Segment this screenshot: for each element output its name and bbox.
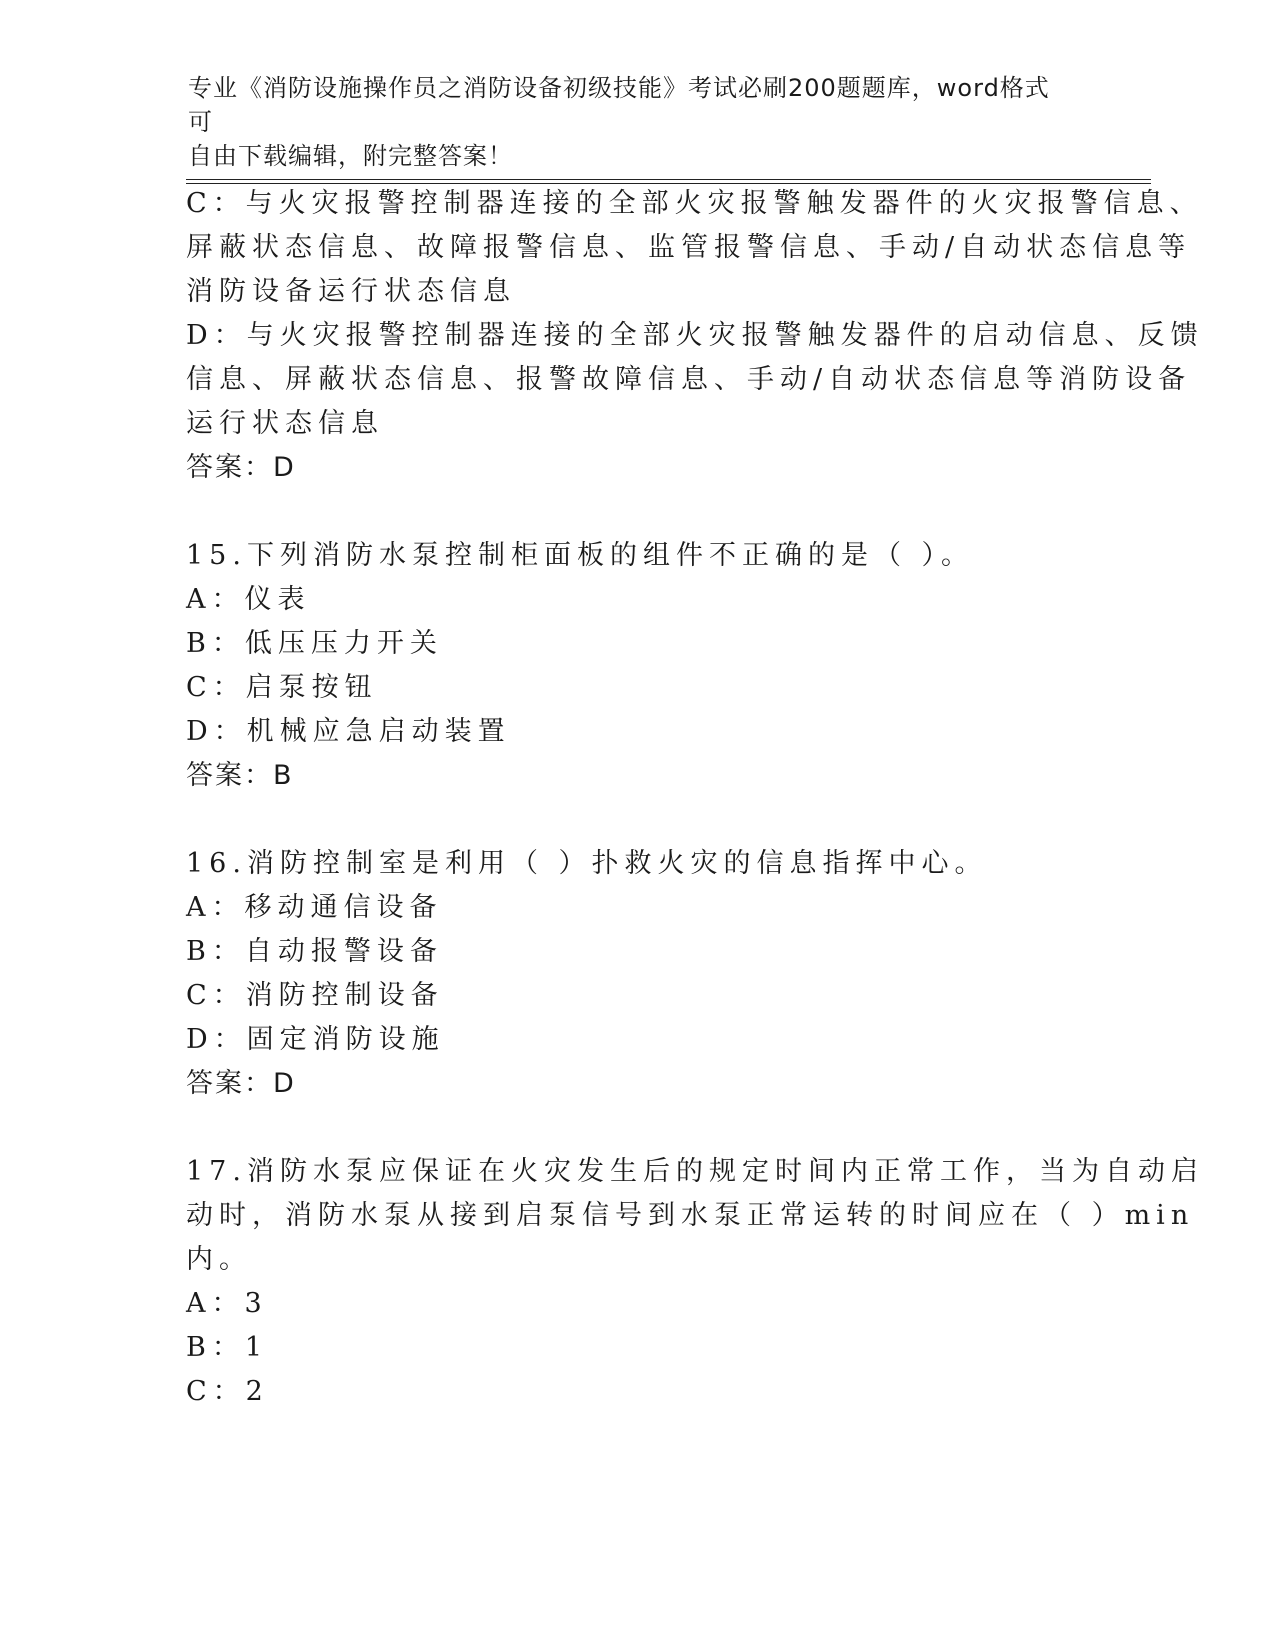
header-rule-bottom bbox=[186, 183, 1151, 184]
q17-option-c: C：2 bbox=[186, 1376, 269, 1407]
q17-option-b: B：1 bbox=[186, 1332, 269, 1363]
q17-option-a: A：3 bbox=[186, 1288, 268, 1319]
q14-option-d-line-3: 运行状态信息 bbox=[186, 408, 384, 439]
q16-stem: 16.消防控制室是利用（ ）扑救火灾的信息指挥中心。 bbox=[186, 848, 988, 879]
q15-option-c: C：启泵按钮 bbox=[186, 672, 378, 703]
q17-stem-line-2: 动时，消防水泵从接到启泵信号到水泵正常运转的时间应在（ ）min bbox=[186, 1200, 1195, 1231]
q14-option-c-line-2: 屏蔽状态信息、故障报警信息、监管报警信息、手动/自动状态信息等 bbox=[186, 232, 1192, 263]
header-rule-top bbox=[186, 179, 1151, 180]
q17-stem-line-3: 内。 bbox=[186, 1244, 252, 1275]
q15-answer: 答案：B bbox=[186, 760, 294, 791]
q14-option-c-line-1: C：与火灾报警控制器连接的全部火灾报警触发器件的火灾报警信息、 bbox=[186, 188, 1203, 219]
q15-option-b: B：低压压力开关 bbox=[186, 628, 443, 659]
q16-answer: 答案：D bbox=[186, 1068, 296, 1099]
q17-stem-line-1: 17.消防水泵应保证在火灾发生后的规定时间内正常工作，当为自动启 bbox=[186, 1156, 1204, 1187]
header-line-2: 自由下载编辑，附完整答案！ bbox=[188, 142, 513, 170]
q14-answer: 答案：D bbox=[186, 452, 296, 483]
q15-option-d: D：机械应急启动装置 bbox=[186, 716, 511, 747]
q16-option-b: B：自动报警设备 bbox=[186, 936, 443, 967]
document-header bbox=[188, 71, 1068, 173]
q14-option-c-line-3: 消防设备运行状态信息 bbox=[186, 276, 516, 307]
q16-option-d: D：固定消防设施 bbox=[186, 1024, 445, 1055]
header-line-1: 专业《消防设施操作员之消防设备初级技能》考试必刷200题题库，word格式可 bbox=[188, 74, 1050, 136]
q15-stem: 15.下列消防水泵控制柜面板的组件不正确的是（ ）。 bbox=[186, 540, 975, 571]
q16-option-a: A：移动通信设备 bbox=[186, 892, 443, 923]
q14-option-d-line-1: D：与火灾报警控制器连接的全部火灾报警触发器件的启动信息、反馈 bbox=[186, 320, 1204, 351]
q15-option-a: A：仪表 bbox=[186, 584, 311, 615]
q16-option-c: C：消防控制设备 bbox=[186, 980, 444, 1011]
q14-option-d-line-2: 信息、屏蔽状态信息、报警故障信息、手动/自动状态信息等消防设备 bbox=[186, 364, 1192, 395]
